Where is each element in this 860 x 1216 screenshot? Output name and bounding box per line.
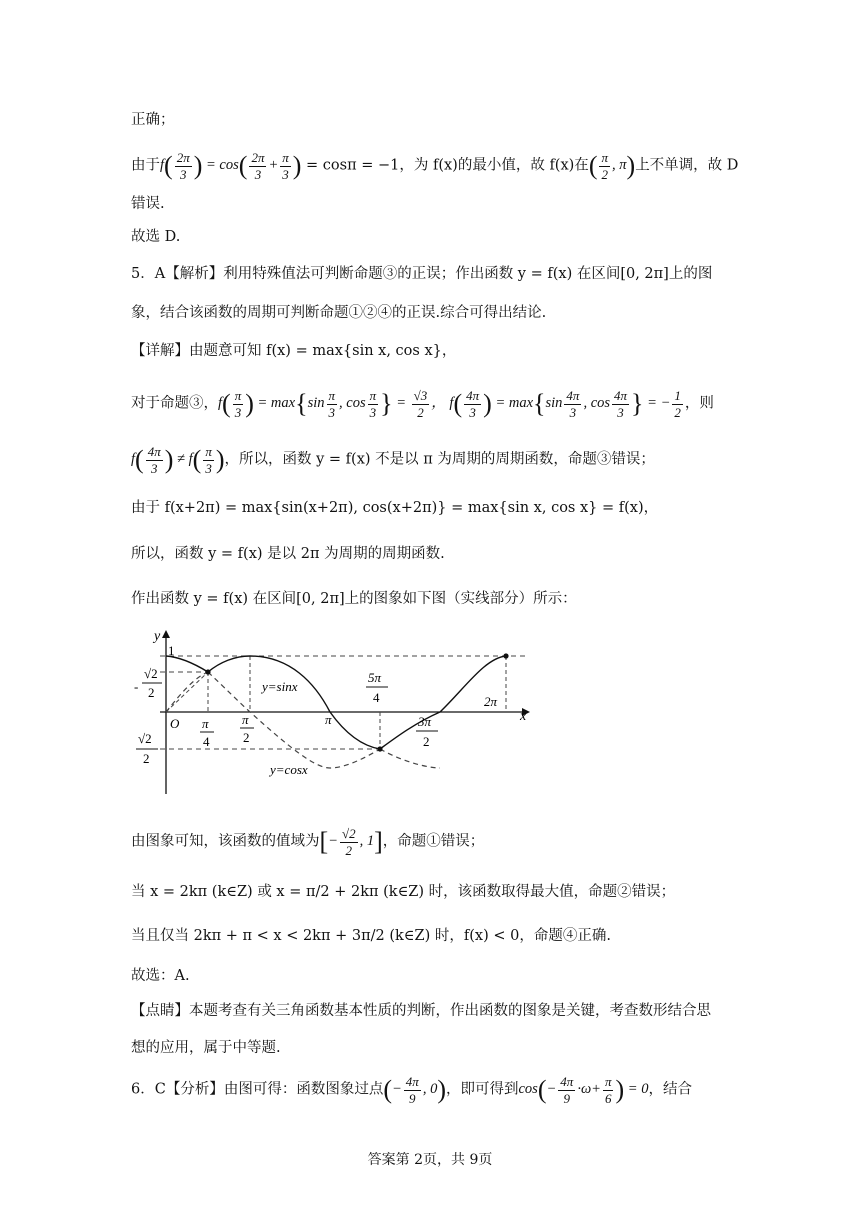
two-den-top: 2	[148, 685, 155, 700]
text-line: 【详解】由题意可知 f(x) = max{sin x, cos x}，	[131, 343, 457, 359]
page-footer: 答案第 2页，共 9页	[367, 1152, 493, 1168]
text-segment: 6．C【分析】由图可得：函数图象过点	[131, 1081, 384, 1098]
max-curve-solid	[166, 656, 506, 749]
5pi4-num: 5π	[368, 670, 382, 685]
one-label: 1	[168, 643, 175, 658]
y-axis-label: y	[154, 629, 161, 644]
svg-text:-: -	[134, 679, 139, 694]
pi2-num: π	[242, 712, 249, 727]
text-line	[131, 388, 714, 420]
text-line: 错误.	[131, 196, 165, 212]
text-segment: ，命题①错误；	[382, 833, 485, 850]
2pi-label: 2π	[484, 694, 498, 709]
text-segment: 对于命题③，	[131, 395, 218, 412]
text-line: 由于 f(x+2π) = max{sin(x+2π), cos(x+2π)} = max{sin x, cos x} = f(x)，	[131, 500, 659, 516]
sin-curve-label: y=sinx	[262, 679, 298, 694]
text-segment: ，则	[684, 395, 714, 412]
text-segment: ，结合	[648, 1081, 692, 1098]
text-line: 【点睛】本题考查有关三角函数基本性质的判断，作出函数的图象是关键，考查数形结合思	[131, 1003, 711, 1019]
math-expr: ( $\frac{\pi}{2}$ , π)	[588, 150, 636, 182]
origin-diagonal	[166, 672, 208, 712]
cos-curve-label: y=cosx	[270, 762, 308, 777]
math-expr: cos(− $\frac{4\pi}{9}$ ·ω+ $\frac{\pi}{6}$ ) = 0	[518, 1074, 649, 1106]
text-line: 正确；	[131, 112, 175, 128]
text-line: 象，结合该函数的周期可判断命题①②④的正误.综合可得出结论.	[131, 305, 547, 321]
5pi4-den: 4	[373, 690, 380, 705]
text-line	[131, 444, 655, 476]
3pi2-den: 2	[423, 734, 430, 749]
sqrt2-num-bottom: √2	[138, 731, 152, 746]
text-line	[131, 1074, 692, 1106]
text-segment: ，即可得到	[445, 1081, 519, 1098]
text-line: 想的应用，属于中等题.	[131, 1040, 281, 1056]
text-segment: 由图象可知，该函数的值域为	[131, 833, 320, 850]
math-expr: f( $\frac{4\pi}{3}$ ) ≠ f( $\frac{\pi}{3}$ )	[131, 444, 225, 476]
point-5pi4	[377, 746, 382, 751]
text-line	[131, 826, 484, 858]
text-line: 当且仅当 2kπ + π < x < 2kπ + 3π/2 (k∈Z) 时，f(x) < 0，命题④正确.	[131, 928, 611, 944]
text-line: 当 x = 2kπ (k∈Z) 或 x = π/2 + 2kπ (k∈Z) 时，该函数取得最大值，命题②错误；	[131, 884, 676, 900]
pi4-den: 4	[203, 734, 210, 749]
text-line: 故选 D.	[131, 229, 181, 245]
math-expr: (− $\frac{4\pi}{9}$ , 0)	[383, 1074, 446, 1106]
x-axis-label: x	[520, 709, 527, 724]
function-graph	[130, 628, 540, 796]
sin-curve-dashed	[380, 749, 440, 768]
point-pi4	[205, 669, 210, 674]
two-den-bottom: 2	[143, 751, 150, 766]
text-segment: 由于	[131, 157, 160, 174]
origin-label: O	[170, 716, 180, 731]
3pi2-num: 3π	[418, 714, 432, 729]
pi-label: π	[325, 712, 332, 727]
text-line: 故选：A.	[131, 968, 190, 984]
sqrt2-num-top: √2	[144, 666, 158, 681]
pi4-num: π	[202, 716, 209, 731]
math-expr: f( $\frac{\pi}{3}$ ) = max{sin $\frac{\pi}{3}$ , cos $\frac{\pi}{3}$ } = $\frac{√3}{2}$ ， f( $\frac{4\pi}{3}$ ) = max{sin $\frac{4\pi}{3}$ , cos $\frac{4\pi}{3}$ } = − $\frac{1}{2}$	[218, 388, 681, 420]
point-2pi	[503, 653, 508, 658]
text-line: 5．A【解析】利用特殊值法可判断命题③的正误；作出函数 y = f(x) 在区间[0, 2π]上的图	[131, 266, 713, 282]
text-segment: ，所以，函数 y = f(x) 不是以 π 为周期的周期函数，命题③错误；	[224, 451, 655, 468]
text-line	[131, 150, 738, 182]
y-axis-arrow	[162, 630, 170, 638]
math-expr: [− $\frac{√2}{2}$ , 1]	[319, 826, 383, 858]
text-line: 所以，函数 y = f(x) 是以 2π 为周期的周期函数.	[131, 546, 445, 562]
text-line: 作出函数 y = f(x) 在区间[0, 2π]上的图象如下图（实线部分）所示：	[131, 591, 577, 607]
text-segment: 上不单调，故 D	[635, 157, 739, 174]
pi2-den: 2	[243, 730, 250, 745]
math-expr: f( $\frac{2\pi}{3}$ ) = cos( $\frac{2\pi}{3}$ + $\frac{\pi}{3}$ )	[160, 150, 302, 182]
text-segment: = cosπ = −1，为 f(x)的最小值，故 f(x)在	[306, 157, 589, 174]
